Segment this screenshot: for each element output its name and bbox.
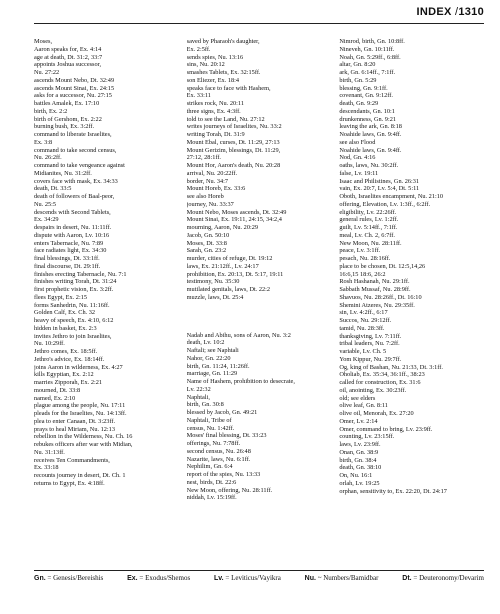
index-title: INDEX <box>416 6 452 18</box>
index-entry: Midianites, Nu. 31:2ff. <box>34 169 92 177</box>
index-entry: called for construction, Ex. 31:6 <box>339 379 421 386</box>
index-entry: Shavuos, Nu. 28:26ff., Dt. 16:10 <box>339 293 422 301</box>
index-entry: birth, Gn. 11:24, 11:26ff. <box>186 362 250 370</box>
index-entry: marriage, Gn. 11:29 <box>186 370 238 378</box>
index-entry: Noah, Gn. 5:29ff., 6:8ff. <box>339 53 401 61</box>
index-entry: arrival, Nu. 20:22ff. <box>186 169 238 177</box>
legend-item <box>214 574 281 582</box>
legend-abbr: Lv. <box>214 575 224 582</box>
page-header <box>416 6 484 22</box>
index-entry: thanksgiving, Lv. 7:11ff. <box>339 332 402 340</box>
index-entry: offering, Elevation, Lv. 1:3ff., 6:2ff. <box>339 200 431 208</box>
index-entry: prohibition, Ex. 20:13, Dt. 5:17, 19:11 <box>186 270 284 278</box>
index-entry: battles Amalek, Ex. 17:10 <box>34 100 100 107</box>
index-entry: tribal leaders, Nu. 7:2ff. <box>339 340 400 348</box>
index-entry: speaks face to face with Hashem, <box>186 84 271 92</box>
index-entry: death, Dt. 33:5 <box>34 185 72 193</box>
index-entry: see also Flood <box>339 138 376 146</box>
index-entry: Oboth, Israelites encampment, Nu. 21:10 <box>339 193 444 200</box>
index-entry: Nazarite, laws, Nu. 6:1ff. <box>186 455 251 463</box>
index-entry: Isaac and Philistines, Gn. 26:31 <box>339 177 420 185</box>
index-entry: named, Ex. 2:10 <box>34 394 76 402</box>
index-entry: Nu. 25:5 <box>34 200 57 208</box>
index-entry: finishes erecting Tabernacle, Nu. 7:1 <box>34 270 127 278</box>
index-entry: tamid, Nu. 28:3ff. <box>339 324 385 332</box>
index-entry: Nineveh, Gn. 10:11ff. <box>339 45 395 53</box>
index-entry: variable, Lv. Ch. 5 <box>339 348 387 355</box>
index-entry: On, Nu. 16:1 <box>339 472 373 479</box>
index-entry: Nu. 26:2ff. <box>34 154 62 162</box>
index-entry: orlah, Lv. 19:25 <box>339 479 380 487</box>
index-entry: olive leaf, Gn. 8:11 <box>339 402 388 410</box>
legend-abbr: Ex. <box>127 575 138 582</box>
index-entry: burning bush, Ex. 3:2ff. <box>34 123 95 131</box>
index-entry: Moses' final blessing, Dt. 33:23 <box>186 432 267 440</box>
index-entry: birth, Gn. 5:29 <box>339 76 377 84</box>
index-entry: covers face with mask, Ex. 34:33 <box>34 177 118 185</box>
index-entry: Sarah, Gn. 23:2 <box>186 247 227 255</box>
index-entry: Mount Ebal, curses, Dt. 11:29, 27:13 <box>186 138 280 146</box>
index-entry: Shemini Atzeres, Nu. 29:35ff. <box>339 301 415 309</box>
index-entry: drunkenness, Gn. 9:21 <box>339 115 396 123</box>
index-entry: pesach, Nu. 28:16ff. <box>339 255 391 262</box>
index-entry: birth of Gershom, Ex. 2:22 <box>34 115 102 123</box>
index-entry: Naphtali, Tribe of <box>186 416 232 424</box>
index-entry: prays to heal Miriam, Nu. 12:13 <box>34 425 115 433</box>
index-entry: leaving the ark, Gn. 8:18 <box>339 123 402 131</box>
index-entry: three signs, Ex. 4:3ff. <box>186 107 241 115</box>
index-entry: murder, cities of refuge, Dt. 19:12 <box>186 255 273 262</box>
index-entry: heavy of speech, Ex. 4:10, 6:12 <box>34 317 114 324</box>
index-entry: vain, Ex. 20:7, Lv. 5:4, Dt. 5:11 <box>339 185 420 193</box>
index-entry: journey, Nu. 33:37 <box>186 200 234 208</box>
index-entry: receives Ten Commandments, <box>34 456 110 464</box>
index-entry: descendants, Gn. 10:1 <box>339 107 395 115</box>
legend-abbr: Dt. <box>402 575 412 582</box>
index-entry: sins, Nu. 20:12 <box>186 61 225 69</box>
index-entry: face radiates light, Ex. 34:30 <box>34 247 107 255</box>
index-entry: counting, Lv. 23:15ff. <box>339 433 395 441</box>
index-entry: census, Nu. 1:42ff. <box>186 424 235 432</box>
index-entry: see also Horeb <box>186 193 224 200</box>
index-entry: hidden in basket, Ex. 2:3 <box>34 324 97 332</box>
index-entry: writing Torah, Dt. 31:9 <box>186 131 245 138</box>
index-column-2 <box>187 38 332 565</box>
index-entry: mutilated genitals, laws, Dt. 22:2 <box>186 286 271 293</box>
index-entry: descends with Second Tablets, <box>34 208 111 216</box>
index-entry: covenant, Gn. 9:12ff. <box>339 92 393 100</box>
index-entry: smashes Tablets, Ex. 32:15ff. <box>186 69 261 76</box>
index-entry: blessing, Gn. 9:1ff. <box>339 84 388 92</box>
index-entry: Nod, Gn. 4:16 <box>339 154 376 162</box>
index-entry: second census, Nu. 26:48 <box>186 447 251 455</box>
index-entry: Omer, Lv. 2:14 <box>339 417 378 425</box>
index-entry: plague among the people, Nu. 17:11 <box>34 402 126 410</box>
legend-abbr: Gn. <box>34 575 46 582</box>
index-entry: New Moon, Nu. 28:11ff. <box>339 239 402 247</box>
index-entry: meal, Lv. Ch. 2, 6:7ff. <box>339 231 395 239</box>
index-entry: guilt, Lv. 5:14ff., 7:1ff. <box>339 224 398 231</box>
index-entry: Jethro's advice, Ex. 18:14ff. <box>34 355 105 363</box>
index-entry: peace, Lv. 3:1ff. <box>339 247 381 255</box>
legend-text: = Deuteronomy/Devarim <box>413 574 484 582</box>
index-entry: death, Gn. 38:10 <box>339 464 382 472</box>
index-entry: false, Lv. 19:11 <box>339 169 379 177</box>
index-entry: Naphtali, <box>186 393 210 401</box>
index-entry: Ex. 34:29 <box>34 216 59 224</box>
index-entry: ascends Mount Sinai, Ex. 24:15 <box>34 84 115 92</box>
index-entry: birth, Ex. 2:2 <box>34 107 68 115</box>
index-entry: eligibility, Lv. 22:26ff. <box>339 208 397 216</box>
index-entry: death of followers of Baal-peor, <box>34 193 115 200</box>
index-entry: command to liberate Israelites, <box>34 131 112 138</box>
index-columns <box>34 38 484 565</box>
index-entry: death, Gn. 9:29 <box>339 100 379 107</box>
index-entry: Noahide laws, Gn. 9:4ff. <box>339 146 402 154</box>
index-entry: pleads for the Israelites, Nu. 14:13ff. <box>34 410 127 417</box>
index-entry: forms Sanhedrin, Nu. 11:16ff. <box>34 301 110 309</box>
index-entry: Nephilim, Gn. 6:4 <box>186 463 233 471</box>
index-entry: invites Jethro to join Israelites, <box>34 332 112 340</box>
index-entry: Oholiab, Ex. 35:34, 36:1ff., 38:23 <box>339 371 425 379</box>
index-entry: returns to Egypt, Ex. 4:18ff. <box>34 479 105 487</box>
index-entry: Noahide laws, Gn. 9:4ff. <box>339 131 402 138</box>
header-rule <box>34 23 484 24</box>
index-entry: muzzle, laws, Dt. 25:4 <box>186 293 244 301</box>
section-gap <box>187 302 332 332</box>
index-entry: nest, birds, Dt. 22:6 <box>186 478 237 486</box>
index-entry: Nimrod, birth, Gn. 10:8ff. <box>339 38 405 45</box>
index-entry: final discourse, Dt. 29:1ff. <box>34 262 101 270</box>
index-entry: rebellion in the Wilderness, Nu. Ch. 16 <box>34 433 133 441</box>
index-entry: birth, Gn. 38:4 <box>339 456 377 464</box>
index-entry: Nu. 10:29ff. <box>34 340 65 348</box>
index-entry: laws, Ex. 21:12ff., Lv. 24:17 <box>186 262 259 270</box>
legend-abbr: Nu. <box>304 575 316 582</box>
legend-text: ~ Numbers/Bamidbar <box>317 574 379 582</box>
index-entry: testimony, Nu. 35:30 <box>186 278 240 286</box>
index-entry: kills Egyptian, Ex. 2:12 <box>34 371 94 379</box>
index-entry: border, Nu. 34:7 <box>186 177 229 185</box>
index-entry: oil, anointing, Ex. 30:23ff. <box>339 386 407 394</box>
index-entry: Nahor, Gn. 22:20 <box>186 354 231 362</box>
legend-item <box>127 574 190 582</box>
index-entry: Succos, Nu. 29:12ff. <box>339 317 392 324</box>
index-entry: Lv. 22:32 <box>186 385 211 393</box>
legend-item <box>34 574 103 582</box>
index-entry: place to be chosen, Dt. 12:5,14,26 <box>339 262 426 270</box>
index-entry: despairs in desert, Nu. 11:11ff. <box>34 224 112 231</box>
index-entry: asks for a successor, Nu. 27:15 <box>34 92 112 100</box>
index-entry: flees Egypt, Ex. 2:15 <box>34 293 87 301</box>
index-entry: Nu. 31:13ff. <box>34 448 65 456</box>
index-entry: Aaron speaks for, Ex. 4:14 <box>34 45 102 53</box>
index-entry: recounts journey in desert, Dt. Ch. 1 <box>34 472 126 479</box>
index-entry: old; see elders <box>339 394 376 402</box>
index-entry: Nu. 27:22 <box>34 69 60 76</box>
index-entry: writes journeys of Israelites, Nu. 33:2 <box>186 123 282 131</box>
index-entry: plea to enter Canaan, Dt. 3:23ff. <box>34 417 116 425</box>
index-entry: Sabbath Mussaf, Nu. 28:9ff. <box>339 286 411 293</box>
index-entry: sin, Lv. 4:2ff., 6:17 <box>339 309 388 317</box>
index-entry: appoints Joshua successor, <box>34 61 102 69</box>
index-entry: son Eliezer, Ex. 18:4 <box>186 76 240 84</box>
index-entry: rebukes officers after war with Midian, <box>34 441 133 448</box>
index-entry: Onan, Gn. 38:9 <box>339 448 379 456</box>
abbreviation-legend <box>34 574 484 582</box>
index-column-3 <box>339 38 484 565</box>
index-entry: 16:6,15 18:6, 26:2 <box>339 270 386 278</box>
index-entry: Jethro comes, Ex. 18:5ff. <box>34 348 98 355</box>
index-entry: birth, Gn. 30:8 <box>186 401 224 409</box>
index-entry: general rules, Lv. 1:2ff. <box>339 216 399 224</box>
index-entry: ark, Gn. 6:14ff., 7:1ff. <box>339 69 396 76</box>
index-entry: Ex. 33:18 <box>34 464 59 472</box>
index-entry: finishes writing Torah, Dt. 31:24 <box>34 278 117 286</box>
index-entry: Mount Nebo, Moses ascends, Dt. 32:49 <box>186 208 287 216</box>
header-separator: / <box>454 6 459 18</box>
index-entry: dispute with Aaron, Lv. 10:16 <box>34 231 110 239</box>
index-entry: Moses, <box>34 38 53 45</box>
index-entry: saved by Pharaoh's daughter, <box>186 38 260 45</box>
index-entry: niddah, Lv. 15:19ff. <box>186 494 237 502</box>
footer-rule <box>34 570 484 571</box>
index-entry: sends spies, Nu. 13:16 <box>186 53 244 61</box>
index-entry: first prophetic vision, Ex. 3:2ff. <box>34 286 114 293</box>
index-entry: Naftali; see Naphtali <box>186 347 239 354</box>
index-entry: Jacob, Gn. 50:10 <box>186 231 230 239</box>
index-entry: altar, Gn. 8:20 <box>339 61 376 69</box>
index-entry: mourned, Dt. 33:8 <box>34 386 81 394</box>
index-entry: report of the spies, Nu. 13:33 <box>186 471 261 478</box>
index-entry: Mount Gerizim, blessings, Dt. 11:29, <box>186 146 281 154</box>
index-entry: Nadab and Abihu, sons of Aaron, Nu. 3:2 <box>186 331 291 339</box>
index-entry: New Moon, offering, Nu. 28:11ff. <box>186 486 273 494</box>
index-entry: mourning, Aaron, Nu. 20:29 <box>186 224 259 231</box>
index-entry: Og, king of Bashan, Nu. 21:33, Dt. 3:1ff. <box>339 363 443 371</box>
index-column-1 <box>34 38 179 565</box>
index-entry: orphan, sensitivity to, Ex. 22:20, Dt. 24:17 <box>339 487 447 495</box>
index-entry: final blessings, Dt. 33:1ff. <box>34 255 100 262</box>
index-entry: enters Tabernacle, Nu. 7:89 <box>34 239 104 247</box>
index-entry: olive oil, Menorah, Ex. 27:20 <box>339 410 414 417</box>
index-entry: command to take second census, <box>34 146 117 154</box>
index-entry: death, Lv. 10:2 <box>186 339 225 347</box>
index-entry: Ex. 3:8 <box>34 138 53 146</box>
index-entry: Omer, command to bring, Lv. 23:9ff. <box>339 425 433 433</box>
legend-item <box>305 574 379 582</box>
index-entry: Ex. 33:11 <box>186 92 211 100</box>
index-entry: Mount Horeb, Ex. 33:6 <box>186 185 246 193</box>
index-entry: told to see the Land, Nu. 27:12 <box>186 115 265 123</box>
index-entry: Name of Hashem, prohibition to desecrate, <box>186 378 295 385</box>
index-entry: age at death, Dt. 31:2, 33:7 <box>34 53 103 61</box>
index-entry: Mount Sinai, Ex. 19:11, 24:15, 34:2,4 <box>186 216 282 224</box>
index-entry: marries Zipporah, Ex. 2:21 <box>34 379 103 386</box>
legend-text: = Exodus/Shemos <box>139 574 191 582</box>
index-entry: offerings, Nu. 7:78ff. <box>186 440 241 447</box>
legend-item <box>402 574 484 582</box>
index-entry: laws, Lv. 23:9ff. <box>339 441 381 448</box>
index-entry: blessed by Jacob, Gn. 49:21 <box>186 409 258 416</box>
index-entry: 27:12, 28:1ff. <box>186 154 221 162</box>
index-entry: strikes rock, Nu. 20:11 <box>186 100 244 107</box>
index-entry: Ex. 2:5ff. <box>186 45 211 53</box>
index-entry: Rosh Hashanah, Nu. 29:1ff. <box>339 278 410 286</box>
index-entry: ascends Mount Nebo, Dt. 32:49 <box>34 76 115 84</box>
index-entry: Golden Calf, Ex. Ch. 32 <box>34 309 96 317</box>
index-entry: Yom Kippur, Nu. 29:7ff. <box>339 355 402 363</box>
legend-text: = Leviticus/Vayikra <box>225 574 281 582</box>
legend-text: = Genesis/Bereishis <box>47 574 104 582</box>
page-number: 1310 <box>458 6 484 18</box>
index-entry: oaths, laws, Nu. 30:2ff. <box>339 162 399 169</box>
index-entry: Moses, Dt. 33:8 <box>186 239 227 247</box>
index-entry: Mount Hor, Aaron's death, Nu. 20:28 <box>186 162 281 169</box>
index-entry: command to take vengeance against <box>34 162 125 169</box>
index-entry: joins Aaron in wilderness, Ex. 4:27 <box>34 363 123 371</box>
